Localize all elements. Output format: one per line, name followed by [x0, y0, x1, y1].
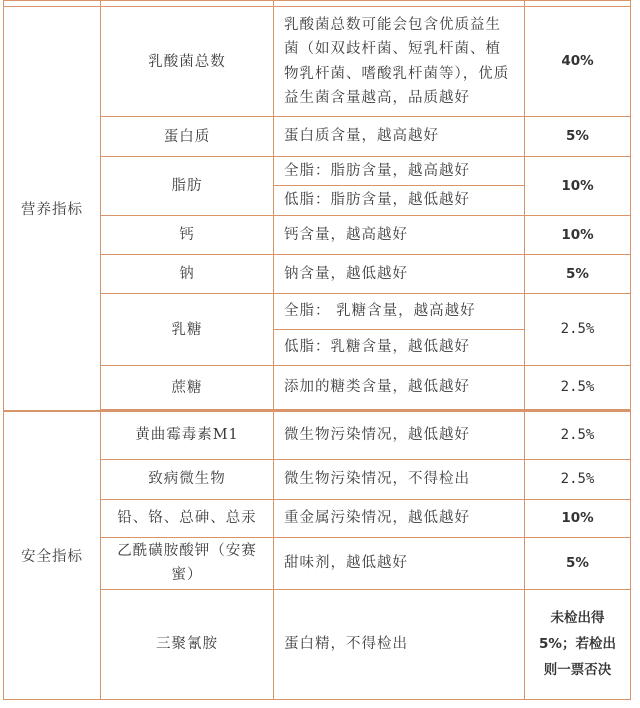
description-cell: 微生物污染情况，不得检出: [274, 459, 525, 499]
description-cell: 钙含量，越高越好: [274, 216, 525, 255]
item-cell: 钙: [101, 216, 274, 255]
weight-cell: 2.5%: [525, 366, 631, 410]
description-cell: 微生物污染情况，越低越好: [274, 411, 525, 459]
weight-cell: 2.5%: [525, 459, 631, 499]
item-cell: 乳糖: [101, 294, 274, 366]
evaluation-table-frame: [3, 0, 630, 704]
item-cell: 蔗糖: [101, 366, 274, 410]
description-cell: 蛋白精，不得检出: [274, 589, 525, 699]
description-cell: 低脂：脂肪含量，越低越好: [274, 186, 525, 216]
description-cell: 甜味剂，越低越好: [274, 537, 525, 589]
weight-cell: 10%: [525, 216, 631, 255]
item-cell: 脂肪: [101, 157, 274, 216]
item-cell: 黄曲霉毒素M1: [101, 411, 274, 459]
weight-cell: 10%: [525, 157, 631, 216]
table-row: [4, 411, 631, 459]
item-cell: 乳酸菌总数: [101, 7, 274, 117]
description-cell: 添加的糖类含量，越低越好: [274, 366, 525, 410]
description-cell: 低脂：乳糖含量，越低越好: [274, 330, 525, 366]
weight-cell: 2.5%: [525, 411, 631, 459]
weight-cell: 5%: [525, 255, 631, 294]
weight-cell: 2.5%: [525, 294, 631, 366]
category-safety: 安全指标: [4, 411, 101, 699]
item-cell: 三聚氰胺: [101, 589, 274, 699]
item-cell: 致病微生物: [101, 459, 274, 499]
item-cell: 铅、铬、总砷、总汞: [101, 499, 274, 537]
evaluation-criteria-table: [3, 0, 631, 700]
weight-cell: 40%: [525, 7, 631, 117]
weight-cell: 未检出得5%；若检出则一票否决: [525, 589, 631, 699]
description-cell: 钠含量，越低越好: [274, 255, 525, 294]
item-cell: 钠: [101, 255, 274, 294]
item-cell: 乙酰磺胺酸钾（安赛蜜）: [101, 537, 274, 589]
item-cell: 蛋白质: [101, 117, 274, 157]
description-cell: 全脂：脂肪含量，越高越好: [274, 157, 525, 186]
description-cell: 全脂： 乳糖含量，越高越好: [274, 294, 525, 330]
description-cell: 乳酸菌总数可能会包含优质益生菌（如双歧杆菌、短乳杆菌、植物乳杆菌、嗜酸乳杆菌等），优质益生菌含量越高，品质越好: [274, 7, 525, 117]
weight-cell: 5%: [525, 117, 631, 157]
weight-cell: 10%: [525, 499, 631, 537]
weight-cell: 5%: [525, 537, 631, 589]
description-cell: 重金属污染情况，越低越好: [274, 499, 525, 537]
description-cell: 蛋白质含量，越高越好: [274, 117, 525, 157]
table-row: [4, 7, 631, 117]
category-nutrition: 营养指标: [4, 7, 101, 412]
